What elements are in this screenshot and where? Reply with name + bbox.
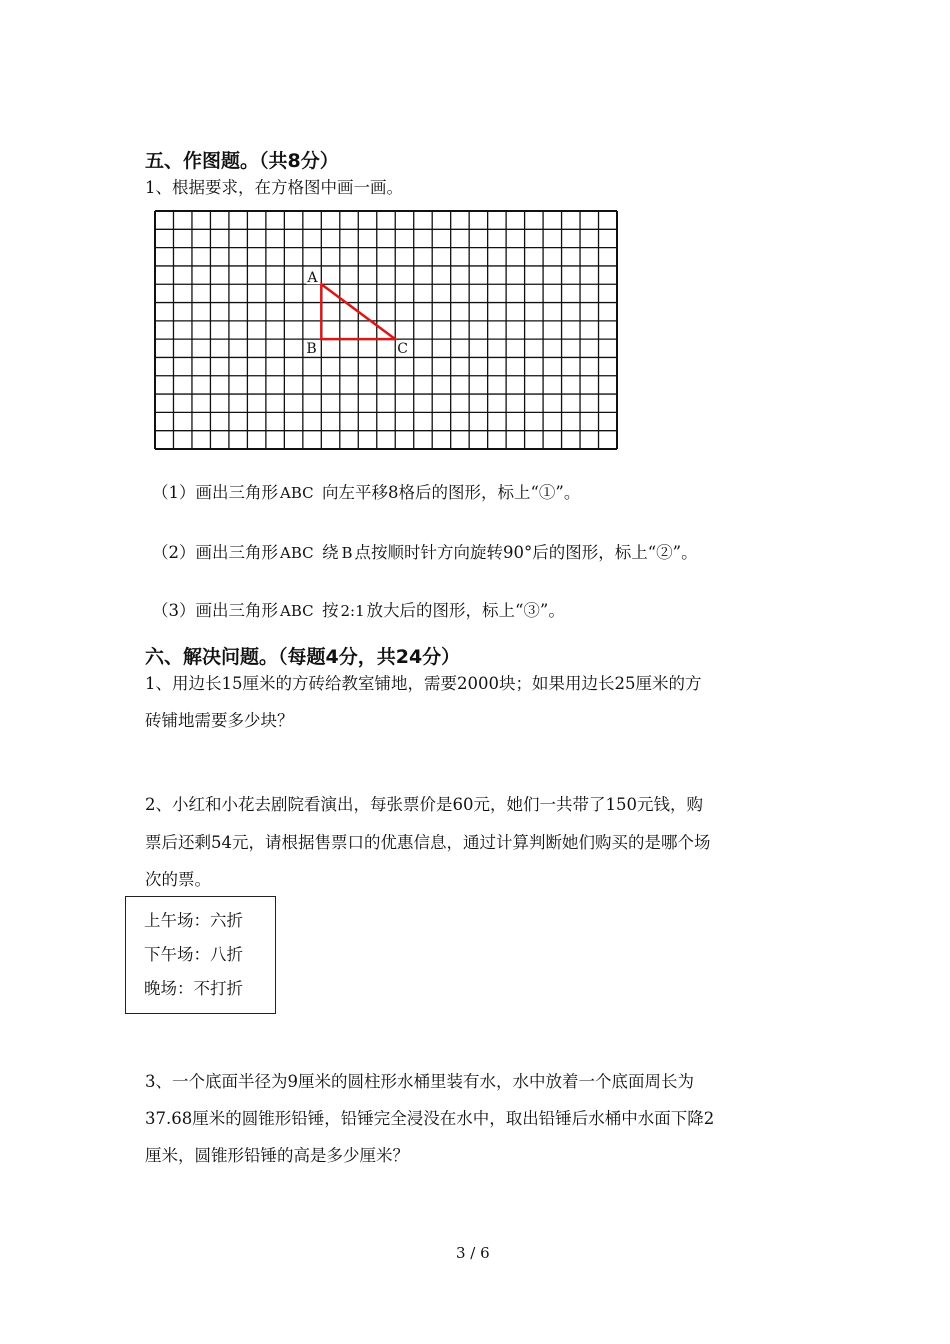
sub2-mid: 绕 bbox=[322, 543, 339, 562]
sub1-pre: （1）画出三角形 bbox=[152, 483, 278, 502]
sub2-triangle-name: ABC bbox=[280, 544, 314, 562]
sub-question-2 bbox=[152, 539, 698, 563]
square-grid bbox=[152, 209, 620, 451]
sub3-ratio: 2:1 bbox=[340, 602, 365, 620]
problem-3-line-2: 37.68厘米的圆锥形铅锤，铅锤完全浸没在水中，取出铅锤后水桶中水面下降2 bbox=[145, 1109, 715, 1128]
problem-2-line-2: 票后还剩54元，请根据售票口的优惠信息，通过计算判断她们购买的是哪个场 bbox=[145, 833, 711, 852]
sub3-pre: （3）画出三角形 bbox=[152, 601, 278, 620]
sub-question-1 bbox=[152, 479, 580, 503]
sub2-post: 点按顺时针方向旋转90°后的图形，标上“②”。 bbox=[354, 543, 698, 562]
discount-afternoon: 下午场：八折 bbox=[144, 945, 243, 964]
sub2-point-name: B bbox=[341, 544, 353, 562]
question-1-prompt: 1、根据要求，在方格图中画一画。 bbox=[145, 178, 403, 197]
vertex-label-c: C bbox=[397, 341, 408, 358]
section-6-title: 六、解决问题。（每题4分，共24分） bbox=[145, 646, 461, 668]
sub2-pre: （2）画出三角形 bbox=[152, 543, 278, 562]
sub3-post: 放大后的图形，标上“③”。 bbox=[366, 601, 565, 620]
problem-2-line-1: 2、小红和小花去剧院看演出，每张票价是60元，她们一共带了150元钱，购 bbox=[145, 795, 703, 814]
section-5-title: 五、作图题。（共8分） bbox=[145, 150, 339, 172]
vertex-label-b: B bbox=[306, 341, 317, 358]
discount-info-box bbox=[125, 896, 276, 1014]
problem-1-line-1: 1、用边长15厘米的方砖给教室铺地，需要2000块；如果用边长25厘米的方 bbox=[145, 674, 702, 693]
sub1-triangle-name: ABC bbox=[280, 484, 314, 502]
discount-evening: 晚场：不打折 bbox=[144, 979, 243, 998]
sub3-triangle-name: ABC bbox=[280, 602, 314, 620]
sub-question-3 bbox=[152, 597, 565, 621]
problem-1-line-2: 砖铺地需要多少块？ bbox=[145, 711, 294, 730]
page-number: 3 / 6 bbox=[456, 1244, 490, 1262]
sub1-post: 向左平移8格后的图形，标上“①”。 bbox=[322, 483, 581, 502]
sub3-mid: 按 bbox=[322, 601, 339, 620]
problem-2-line-3: 次的票。 bbox=[145, 870, 211, 889]
discount-morning: 上午场：六折 bbox=[144, 911, 243, 930]
problem-3-line-3: 厘米，圆锥形铅锤的高是多少厘米？ bbox=[145, 1146, 409, 1165]
problem-3-line-1: 3、一个底面半径为9厘米的圆柱形水桶里装有水，水中放着一个底面周长为 bbox=[145, 1072, 694, 1091]
vertex-label-a: A bbox=[307, 270, 318, 287]
